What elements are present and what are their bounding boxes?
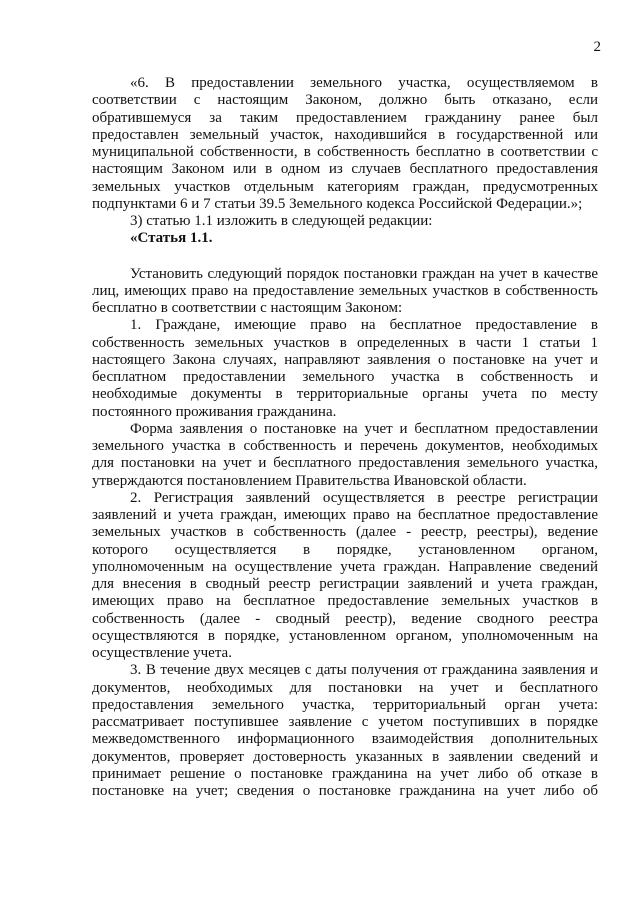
text-line: земельных участков отдельным категориям граждан, предусмотренных <box>92 178 598 195</box>
text-line: 2. Регистрация заявлений осуществляется в реестре регистрации <box>130 489 598 506</box>
text-line: настоящим Законом или в одном из случаев бесплатного предоставления <box>92 161 598 178</box>
text-line: для внесения в сводный реестр регистрации заявлений и учета граждан, <box>92 576 598 592</box>
text-line: Форма заявления о постановке на учет и бесплатном предоставлении <box>130 420 598 437</box>
text-line: уполномоченным на осуществление учета граждан. Направление сведений <box>92 558 598 575</box>
text-line: настоящего Закона случаях, направляют заявления о постановке на учет и <box>92 351 598 368</box>
text-line: «6. В предоставлении земельного участка, осуществляемом в <box>130 75 598 91</box>
text-line: собственность земельных участков в определенных в части 1 статьи 1 <box>92 334 598 351</box>
page-number: 2 <box>593 39 601 55</box>
text-line: утверждаются постановлением Правительства Ивановской области. <box>92 472 527 489</box>
text-line: межведомственного информационного взаимодействия дополнительных <box>92 731 598 748</box>
text-line: собственность (далее - сводный реестр), ведение сводного реестра <box>92 610 598 627</box>
text-line: земельных участков в собственность (далее - реестр, реестры), ведение <box>92 524 598 541</box>
blank-line <box>92 248 598 266</box>
text-line: постоянного проживания гражданина. <box>92 403 337 420</box>
text-line: обратившемуся за таким предоставлением гражданину ранее был <box>92 109 598 126</box>
text-line: для постановки на учет и бесплатного предоставления земельного участка, <box>92 455 598 472</box>
text-line: Установить следующий порядок постановки граждан на учет в качестве <box>130 265 598 282</box>
document-body <box>92 75 598 800</box>
text-line: которого осуществляется в порядке, установленном органом, <box>92 541 598 558</box>
text-line: 3. В течение двух месяцев с даты получения от гражданина заявления и <box>130 662 598 679</box>
text-line: муниципальной собственности, в собственность бесплатно в соответствии с <box>92 144 598 160</box>
article-heading: «Статья 1.1. <box>130 230 213 247</box>
text-line: подпунктами 6 и 7 статьи 39.5 Земельного кодекса Российской Федерации.»; <box>92 195 583 212</box>
text-line: земельного участка в собственность и перечень документов, необходимых <box>92 438 598 454</box>
text-line: предоставления земельного участка, территориальный орган учета: <box>92 696 598 713</box>
text-line: документов, проверяет достоверность указанных в заявлении сведений и <box>92 748 598 765</box>
text-line: 1. Граждане, имеющие право на бесплатное предоставление в <box>130 317 598 334</box>
text-line: 3) статью 1.1 изложить в следующей редакции: <box>130 213 433 229</box>
text-line: имеющих право на бесплатное предоставление земельных участков в <box>92 593 598 610</box>
text-line: документов, необходимых для постановки на учет и бесплатного <box>92 679 598 696</box>
text-line: предоставлен земельный участок, находившийся в государственной или <box>92 126 598 143</box>
text-line: бесплатно в соответствии с настоящим Законом: <box>92 300 403 316</box>
text-line: соответствии с настоящим Законом, должно быть отказано, если <box>92 92 598 109</box>
text-line: необходимые документы в территориальные органы учета по месту <box>92 386 598 403</box>
text-line: рассматривает поступившее заявление с учетом поступивших в порядке <box>92 714 598 730</box>
text-line: осуществление учета. <box>92 645 232 661</box>
text-line: бесплатном предоставлении земельного участка в собственность и <box>92 369 598 385</box>
text-line: постановке на учет; сведения о постановке гражданина на учет либо об <box>92 783 598 799</box>
text-line: заявлений и учета граждан, имеющих право на бесплатное предоставление <box>92 507 598 523</box>
text-line: принимает решение о постановке гражданина на учет либо об отказе в <box>92 765 598 782</box>
text-line: лиц, имеющих право на предоставление земельных участков в собственность <box>92 282 598 299</box>
text-line: осуществляются в порядке, установленном органом, уполномоченным на <box>92 627 598 644</box>
